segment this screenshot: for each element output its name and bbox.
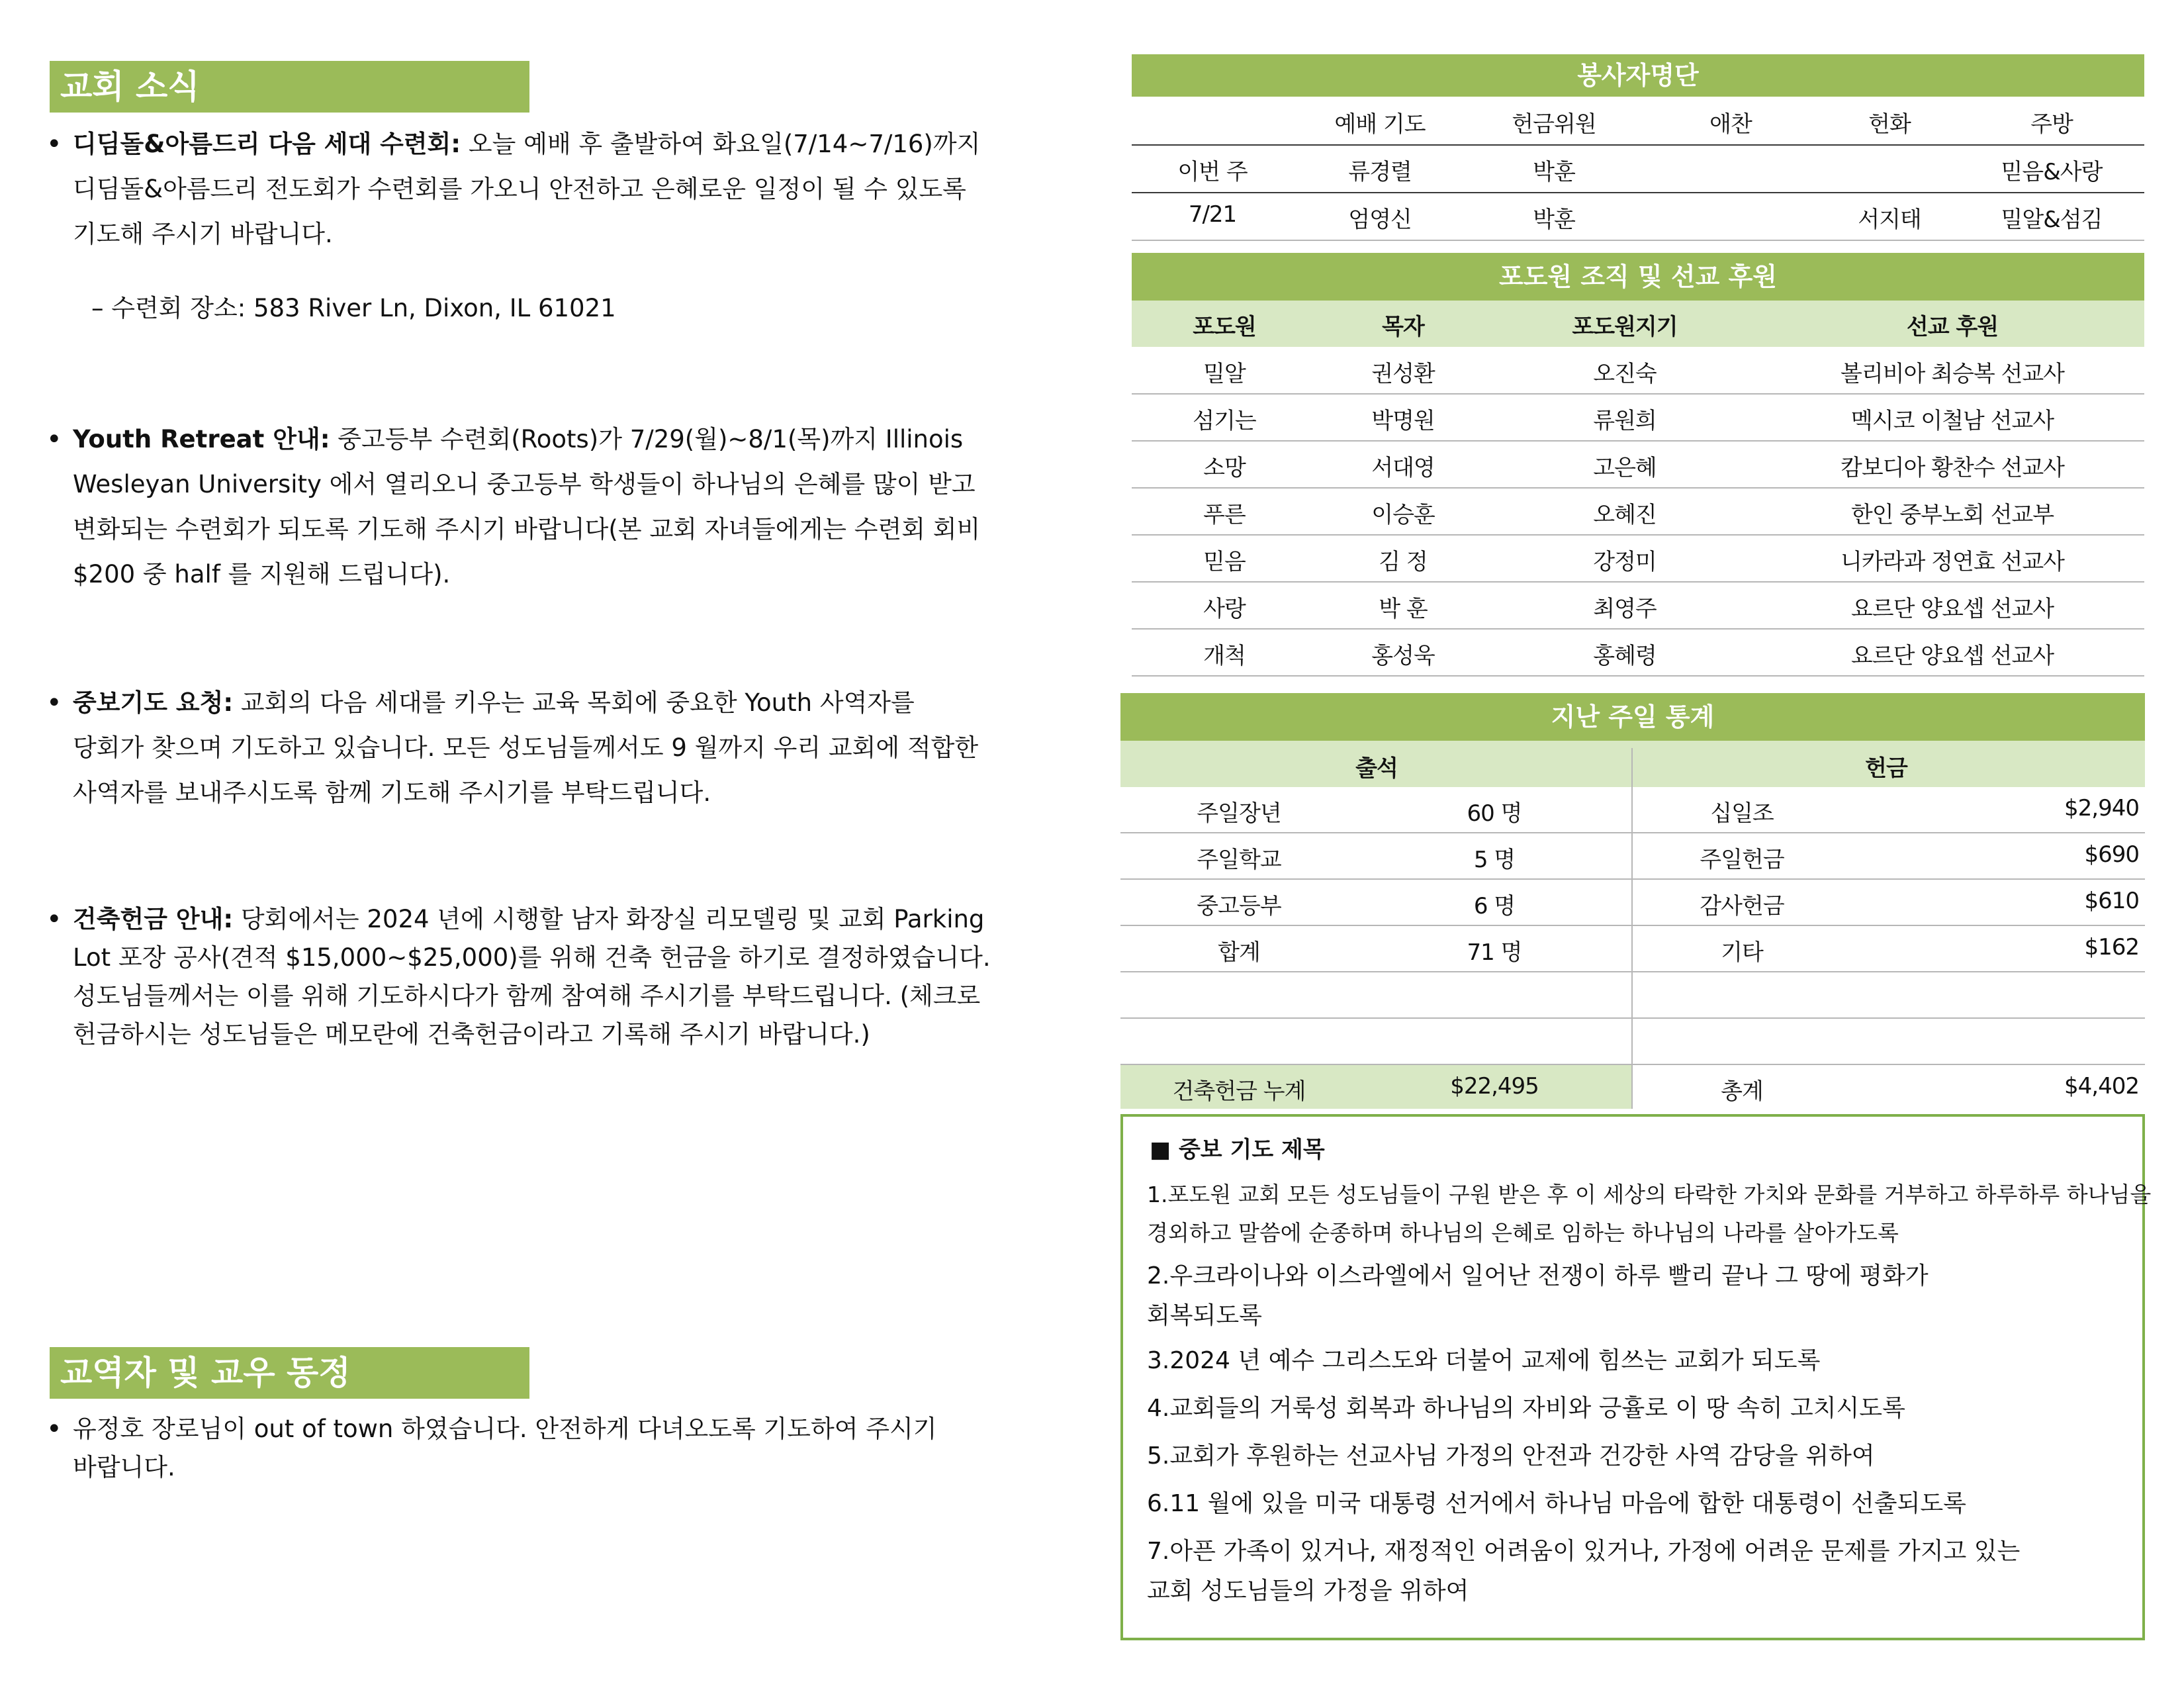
volunteer-header: 주방: [2030, 111, 2073, 138]
vineyard-header: 목자: [1382, 314, 1424, 340]
vineyard-cell: 멕시코 이철남 선교사: [1850, 408, 2054, 434]
news-item-building-fund: [46, 900, 1059, 1054]
attendance-label: 주일장년: [1197, 800, 1281, 827]
news-item-prayer-request: [46, 680, 1059, 816]
volunteer-cell: 류경렬: [1348, 159, 1412, 185]
volunteer-cell: 서지태: [1858, 207, 1921, 233]
offering-label: 십일조: [1710, 800, 1774, 827]
vineyard-cell: 서대영: [1371, 455, 1435, 481]
volunteer-cell: 박훈: [1533, 159, 1575, 185]
vineyard-cell: 니카라과 정연효 선교사: [1840, 549, 2065, 575]
staff-news-text: 유정호 장로님이 out of town 하였습니다. 안전하게 다녀오도록 기도하여 주시기: [73, 1415, 937, 1443]
stats-header-row: [1120, 741, 2145, 787]
vineyard-cell: 최영주: [1593, 596, 1657, 622]
volunteer-header: 헌화: [1868, 111, 1911, 138]
news-item-retreat: [46, 122, 1059, 257]
vineyard-cell: 오혜진: [1593, 502, 1657, 528]
attendance-label: 중고등부: [1197, 893, 1281, 919]
table-divider: [1132, 628, 2144, 630]
table-divider: [1120, 832, 2145, 833]
vineyard-cell: 홍성욱: [1371, 643, 1435, 669]
news-item-text: 헌금하시는 성도님들은 메모란에 건축헌금이라고 기록해 주시기 바랍니다.): [73, 1020, 870, 1049]
attendance-value: 60 명: [1467, 800, 1522, 827]
news-item-text: 중고등부 수련회(Roots)가 7/29(월)~8/1(목)까지 Illinois: [330, 425, 964, 453]
vineyard-cell: 한인 중부노회 선교부: [1850, 502, 2054, 528]
retreat-location: – 수련회 장소: 583 River Ln, Dixon, IL 61021: [91, 294, 616, 322]
news-item-heading: 디딤돌&아름드리 다음 세대 수련회:: [73, 130, 461, 158]
vineyard-cell: 박명원: [1371, 408, 1435, 434]
news-item-text: 변화되는 수련회가 되도록 기도해 주시기 바랍니다(본 교회 자녀들에게는 수련회 회비: [73, 515, 981, 543]
attendance-label: 합계: [1218, 939, 1260, 966]
vineyard-cell: 권성환: [1371, 361, 1435, 387]
vineyard-cell: 고은혜: [1593, 455, 1657, 481]
vineyard-cell: 푸른: [1203, 502, 1246, 528]
vineyard-cell: 개척: [1203, 643, 1246, 669]
vineyard-header: 포도원지기: [1572, 314, 1678, 340]
news-item-text: Wesleyan University 에서 열리오니 중고등부 학생들이 하나님의 은혜를 많이 받고: [73, 470, 976, 498]
volunteer-table-title: 봉사자명단: [1132, 54, 2144, 97]
church-news-heading: 교회 소식: [50, 61, 529, 113]
bullet-icon: •: [46, 129, 62, 160]
attendance-label: 주일학교: [1197, 847, 1281, 873]
volunteer-week: 이번 주: [1177, 159, 1248, 185]
prayer-item: 회복되도록: [1147, 1302, 1262, 1329]
prayer-topics-title: ■ 중보 기도 제목: [1150, 1137, 1325, 1163]
vineyard-cell: 믿음: [1203, 549, 1246, 575]
table-divider: [1132, 675, 2144, 677]
volunteer-cell: 믿음&사랑: [2001, 159, 2103, 185]
attendance-value: 6 명: [1473, 893, 1516, 919]
vineyard-cell: 사랑: [1203, 596, 1246, 622]
volunteer-week: 7/21: [1188, 201, 1237, 228]
vineyard-table-title: 포도원 조직 및 선교 후원: [1132, 253, 2144, 301]
offering-value: $2,940: [2064, 795, 2139, 821]
prayer-item: 1.포도원 교회 모든 성도님들이 구원 받은 후 이 세상의 타락한 가치와 문화를 거부하고 하루하루 하나님을: [1147, 1182, 2152, 1207]
news-item-text: 당회에서는 2024 년에 시행할 남자 화장실 리모델링 및 교회 Parking: [233, 905, 985, 933]
offering-value: $690: [2084, 841, 2139, 868]
table-divider: [1132, 487, 2144, 489]
news-item-text: 오늘 예배 후 출발하여 화요일(7/14~7/16)까지: [461, 130, 981, 158]
news-item-heading: Youth Retreat 안내:: [73, 425, 330, 453]
volunteer-header: 애찬: [1709, 111, 1752, 138]
prayer-item: 6.11 월에 있을 미국 대통령 선거에서 하나님 마음에 합한 대통령이 선출되도록: [1147, 1490, 1966, 1517]
prayer-item: 경외하고 말씀에 순종하며 하나님의 은혜로 임하는 하나님의 나라를 살아가도록: [1147, 1220, 1899, 1246]
prayer-item: 교회 성도님들의 가정을 위하여: [1147, 1577, 1469, 1605]
volunteer-header: 예배 기도: [1334, 111, 1426, 138]
prayer-item: 5.교회가 후원하는 선교사님 가정의 안전과 건강한 사역 감당을 위하여: [1147, 1442, 1875, 1470]
attendance-header: 출석: [1355, 755, 1398, 782]
table-divider: [1132, 240, 2144, 241]
vineyard-cell: 캄보디아 황찬수 선교사: [1840, 455, 2065, 481]
offering-total-value: $4,402: [2064, 1073, 2139, 1100]
prayer-topics-box: [1120, 1114, 2152, 1640]
vineyard-cell: 박 훈: [1379, 596, 1428, 622]
bullet-icon: •: [46, 1414, 62, 1444]
stats-table-title: 지난 주일 통계: [1120, 693, 2145, 741]
building-fund-total-label: 건축헌금 누계: [1172, 1078, 1306, 1105]
bullet-icon: •: [46, 688, 62, 718]
vineyard-header: 포도원: [1193, 314, 1256, 340]
vineyard-header: 선교 후원: [1906, 314, 1999, 340]
table-divider: [1120, 878, 2145, 880]
table-divider: [1132, 393, 2144, 395]
stats-column-divider: [1631, 748, 1633, 1109]
volunteer-cell: 밀알&섬김: [2001, 207, 2103, 233]
news-item-text: 기도해 주시기 바랍니다.: [73, 220, 333, 248]
vineyard-cell: 소망: [1203, 455, 1246, 481]
news-item-youth-retreat: [46, 417, 1059, 597]
attendance-value: 5 명: [1473, 847, 1516, 873]
offering-value: $610: [2084, 888, 2139, 914]
news-item-text: Lot 포장 공사(견적 $15,000~$25,000)를 위해 건축 헌금을 하기로 결정하였습니다.: [73, 943, 991, 972]
volunteer-cell: 엄영신: [1348, 207, 1412, 233]
building-fund-total-value: $22,495: [1450, 1073, 1539, 1100]
staff-news-item: [46, 1410, 1059, 1487]
vineyard-cell: 밀알: [1203, 361, 1246, 387]
table-divider: [1132, 440, 2144, 442]
volunteer-cell: 박훈: [1533, 207, 1575, 233]
prayer-item: 4.교회들의 거룩성 회복과 하나님의 자비와 긍휼로 이 땅 속히 고치시도록: [1147, 1395, 1905, 1422]
news-item-text: 성도님들께서는 이를 위해 기도하시다가 함께 참여해 주시기를 부탁드립니다. (체크로: [73, 982, 981, 1010]
offering-label: 감사헌금: [1700, 893, 1784, 919]
news-item-text: 사역자를 보내주시도록 함께 기도해 주시기를 부탁드립니다.: [73, 778, 711, 807]
bullet-icon: •: [46, 424, 62, 455]
offering-value: $162: [2084, 934, 2139, 961]
vineyard-cell: 강정미: [1593, 549, 1657, 575]
table-divider: [1132, 581, 2144, 583]
news-item-text: 디딤돌&아름드리 전도회가 수련회를 가오니 안전하고 은혜로운 일정이 될 수 있도록: [73, 175, 966, 203]
prayer-item: 2.우크라이나와 이스라엘에서 일어난 전쟁이 하루 빨리 끝나 그 땅에 평화가: [1147, 1262, 1929, 1289]
vineyard-cell: 요르단 양요셉 선교사: [1850, 643, 2054, 669]
news-item-heading: 중보기도 요청:: [73, 688, 234, 717]
staff-news-text: 바랍니다.: [73, 1453, 175, 1481]
bullet-icon: •: [46, 904, 62, 935]
vineyard-cell: 섬기는: [1193, 408, 1256, 434]
prayer-item: 3.2024 년 예수 그리스도와 더불어 교제에 힘쓰는 교회가 되도록: [1147, 1347, 1821, 1374]
news-item-text: 교회의 다음 세대를 키우는 교육 목회에 중요한 Youth 사역자를: [233, 688, 915, 717]
offering-header: 헌금: [1865, 755, 1907, 782]
vineyard-cell: 류원희: [1593, 408, 1657, 434]
news-item-text: $200 중 half 를 지원해 드립니다).: [73, 560, 451, 588]
vineyard-cell: 홍혜령: [1593, 643, 1657, 669]
news-item-text: 당회가 찾으며 기도하고 있습니다. 모든 성도님들께서도 9 월까지 우리 교회에 적합한: [73, 733, 979, 762]
table-divider: [1120, 1017, 2145, 1019]
table-divider: [1132, 192, 2144, 193]
attendance-value: 71 명: [1467, 939, 1522, 966]
table-divider: [1120, 925, 2145, 926]
table-divider: [1132, 534, 2144, 536]
staff-news-heading: 교역자 및 교우 동정: [50, 1347, 529, 1399]
vineyard-cell: 오진숙: [1593, 361, 1657, 387]
vineyard-cell: 김 정: [1379, 549, 1428, 575]
vineyard-cell: 볼리비아 최승복 선교사: [1840, 361, 2065, 387]
offering-label: 주일헌금: [1700, 847, 1784, 873]
table-divider: [1132, 144, 2144, 146]
offering-label: 기타: [1721, 939, 1763, 966]
prayer-item: 7.아픈 가족이 있거나, 재정적인 어려움이 있거나, 가정에 어려운 문제를 가지고 있는: [1147, 1538, 2021, 1565]
table-divider: [1120, 971, 2145, 972]
vineyard-cell: 이승훈: [1371, 502, 1435, 528]
vineyard-cell: 요르단 양요셉 선교사: [1850, 596, 2054, 622]
volunteer-header: 헌금위원: [1512, 111, 1596, 138]
news-item-heading: 건축헌금 안내:: [73, 905, 234, 933]
offering-total-label: 총계: [1721, 1078, 1763, 1105]
